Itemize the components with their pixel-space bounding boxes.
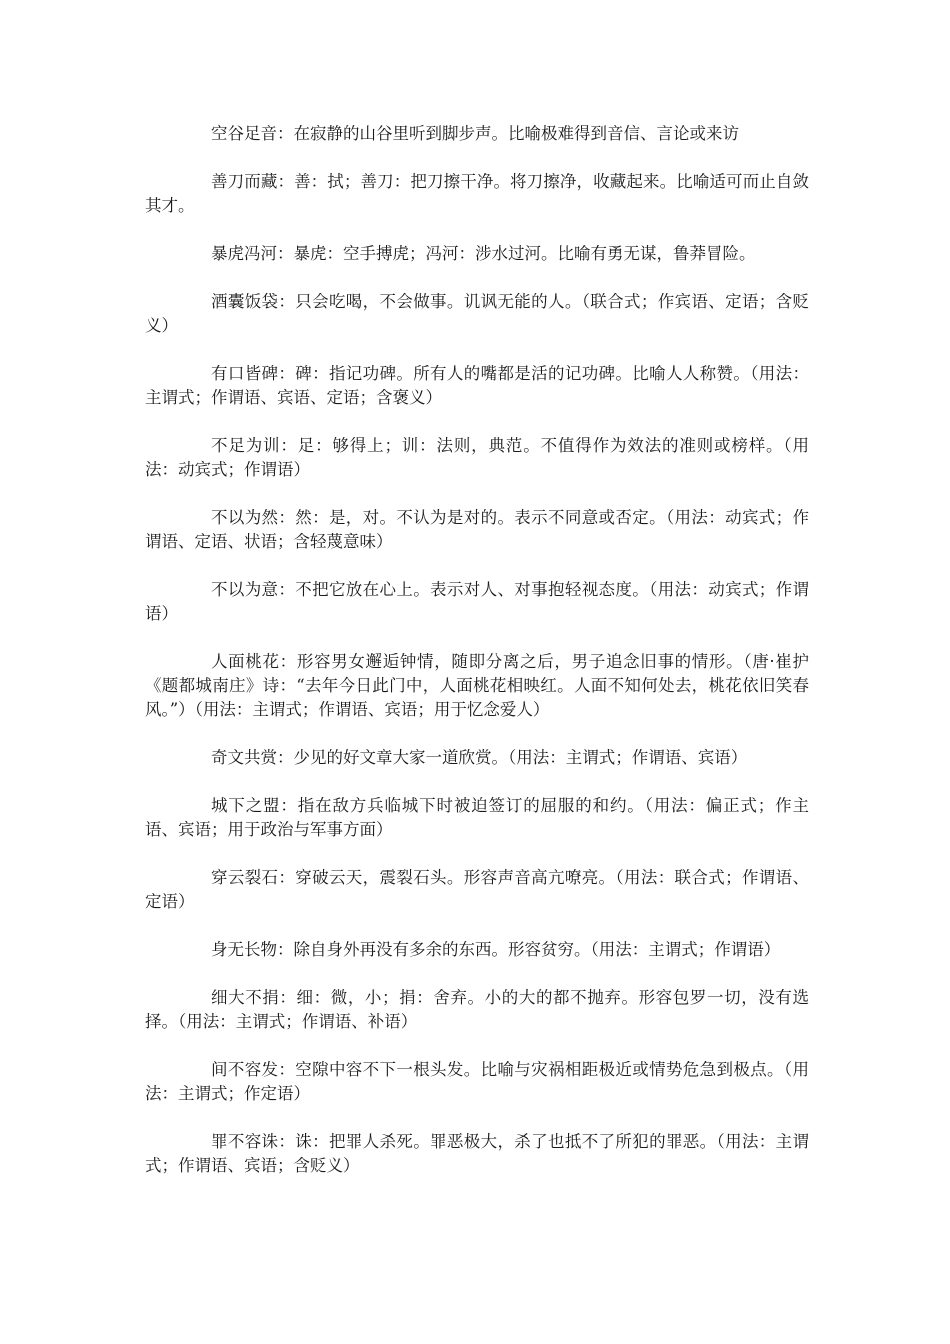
idiom-entry-bu-yi-wei-ran: 不以为然：然：是，对。不认为是对的。表示不同意或否定。（用法：动宾式；作谓语、定语、状语；含轻蔑意味）	[145, 508, 809, 551]
idiom-entry-qi-wen-gong-shang: 奇文共赏：少见的好文章大家一道欣赏。（用法：主谓式；作谓语、宾语）	[211, 748, 748, 767]
idiom-entry-ren-mian-tao-hua: 人面桃花：形容男女邂逅钟情，随即分离之后，男子追念旧事的情形。（唐·崔护《题都城南庄》诗：“去年今日此门中，人面桃花相映红。人面不知何处去，桃花依旧笑春风。”）（用法：主谓式；作谓语、宾语；用于忆念爱人）	[145, 652, 809, 719]
idiom-entry-bao-hu-ping-he: 暴虎冯河：暴虎：空手搏虎；冯河：涉水过河。比喻有勇无谋，鲁莽冒险。	[211, 244, 756, 263]
idiom-entry-xi-da-bu-juan: 细大不捐：细：微，小；捐：舍弃。小的大的都不抛弃。形容包罗一切，没有选择。（用法：主谓式；作谓语、补语）	[145, 988, 809, 1031]
idiom-entry-cheng-xia-zhi-meng: 城下之盟：指在敌方兵临城下时被迫签订的屈服的和约。（用法：偏正式；作主语、宾语；用于政治与军事方面）	[145, 796, 809, 839]
idiom-entry-bu-zu-wei-xun: 不足为训：足：够得上；训：法则，典范。不值得作为效法的准则或榜样。（用法：动宾式；作谓语）	[145, 436, 809, 479]
idiom-entry-you-kou-jie-bei: 有口皆碑：碑：指记功碑。所有人的嘴都是活的记功碑。比喻人人称赞。（用法：主谓式；作谓语、宾语、定语；含褒义）	[145, 364, 809, 407]
idiom-entry-jiu-nang-fan-dai: 酒囊饭袋：只会吃喝，不会做事。讥讽无能的人。（联合式；作宾语、定语；含贬义）	[145, 292, 809, 335]
idiom-entry-bu-yi-wei-yi: 不以为意：不把它放在心上。表示对人、对事抱轻视态度。（用法：动宾式；作谓语）	[145, 580, 809, 623]
idiom-entry-jian-bu-rong-fa: 间不容发：空隙中容不下一根头发。比喻与灾祸相距极近或情势危急到极点。（用法：主谓式；作定语）	[145, 1060, 809, 1103]
idiom-entry-shan-dao-er-cang: 善刀而藏：善：拭；善刀：把刀擦干净。将刀擦净，收藏起来。比喻适可而止自敛其才。	[145, 172, 809, 215]
idiom-entry-kong-gu-zu-yin: 空谷足音：在寂静的山谷里听到脚步声。比喻极难得到音信、言论或来访	[211, 124, 739, 143]
idiom-entry-shen-wu-chang-wu: 身无长物：除自身外再没有多余的东西。形容贫穷。（用法：主谓式；作谓语）	[211, 940, 781, 959]
idiom-entry-chuan-yun-lie-shi: 穿云裂石：穿破云天，震裂石头。形容声音高亢嘹亮。（用法：联合式；作谓语、定语）	[145, 868, 809, 911]
idiom-entry-zui-bu-rong-zhu: 罪不容诛：诛：把罪人杀死。罪恶极大，杀了也抵不了所犯的罪恶。（用法：主谓式；作谓语、宾语；含贬义）	[145, 1132, 809, 1175]
document-page	[145, 122, 809, 1202]
